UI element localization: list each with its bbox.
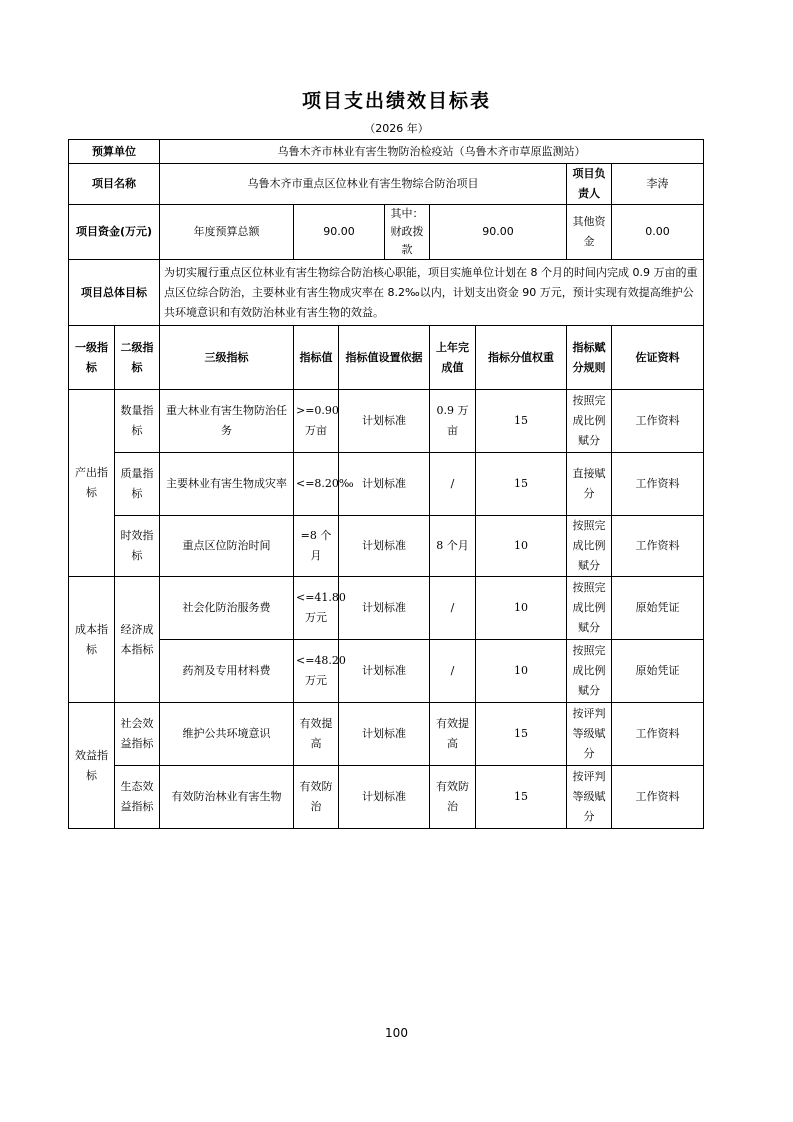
header-level1: 一级指标	[69, 326, 115, 390]
weight-cell: 15	[476, 703, 567, 766]
level2-cell: 时效指标	[115, 516, 160, 577]
level3-cell: 社会化防治服务费	[160, 577, 294, 640]
level3-cell: 重点区位防治时间	[160, 516, 294, 577]
last-year-cell: 0.9 万亩	[430, 390, 476, 453]
funds-fiscal-label: 其中：财政拨款	[385, 205, 430, 260]
evidence-cell: 工作资料	[612, 453, 704, 516]
value-cell: >=0.90万亩	[294, 390, 339, 453]
evidence-cell: 原始凭证	[612, 577, 704, 640]
weight-cell: 15	[476, 766, 567, 829]
last-year-cell: 有效提高	[430, 703, 476, 766]
table-row	[69, 516, 704, 577]
value-cell: <=48.20万元	[294, 640, 339, 703]
rule-cell: 按照完成比例赋分	[567, 516, 612, 577]
level1-cell: 成本指标	[69, 577, 115, 703]
basis-cell: 计划标准	[339, 703, 430, 766]
rule-cell: 直接赋分	[567, 453, 612, 516]
level2-cell: 经济成本指标	[115, 577, 160, 703]
project-name-value: 乌鲁木齐市重点区位林业有害生物综合防治项目	[160, 164, 567, 205]
level3-cell: 维护公共环境意识	[160, 703, 294, 766]
basis-cell: 计划标准	[339, 390, 430, 453]
evidence-cell: 原始凭证	[612, 640, 704, 703]
basis-cell: 计划标准	[339, 766, 430, 829]
last-year-cell: 8 个月	[430, 516, 476, 577]
funds-total-label: 年度预算总额	[160, 205, 294, 260]
rule-cell: 按评判等级赋分	[567, 766, 612, 829]
project-name-label: 项目名称	[69, 164, 160, 205]
table-row	[69, 390, 704, 453]
goal-label: 项目总体目标	[69, 260, 160, 326]
level1-cell: 效益指标	[69, 703, 115, 829]
weight-cell: 15	[476, 453, 567, 516]
page-number: 100	[385, 1026, 408, 1040]
level3-cell: 主要林业有害生物成灾率	[160, 453, 294, 516]
budget-unit-label: 预算单位	[69, 140, 160, 164]
basis-cell: 计划标准	[339, 640, 430, 703]
project-leader-value: 李涛	[612, 164, 704, 205]
level1-cell: 产出指标	[69, 390, 115, 577]
weight-cell: 10	[476, 640, 567, 703]
level2-cell: 生态效益指标	[115, 766, 160, 829]
basis-cell: 计划标准	[339, 516, 430, 577]
rule-cell: 按照完成比例赋分	[567, 577, 612, 640]
weight-cell: 10	[476, 577, 567, 640]
performance-table	[68, 139, 704, 829]
level2-cell: 数量指标	[115, 390, 160, 453]
level2-cell: 社会效益指标	[115, 703, 160, 766]
last-year-cell: /	[430, 453, 476, 516]
basis-cell: 计划标准	[339, 453, 430, 516]
header-evidence: 佐证资料	[612, 326, 704, 390]
evidence-cell: 工作资料	[612, 766, 704, 829]
value-cell: 有效防治	[294, 766, 339, 829]
weight-cell: 15	[476, 390, 567, 453]
table-row	[69, 703, 704, 766]
header-level2: 二级指标	[115, 326, 160, 390]
project-leader-label: 项目负责人	[567, 164, 612, 205]
budget-unit-value: 乌鲁木齐市林业有害生物防治检疫站（乌鲁木齐市草原监测站）	[160, 140, 704, 164]
header-rule: 指标赋分规则	[567, 326, 612, 390]
header-last-year: 上年完成值	[430, 326, 476, 390]
level3-cell: 有效防治林业有害生物	[160, 766, 294, 829]
table-row	[69, 577, 704, 640]
weight-cell: 10	[476, 516, 567, 577]
funds-other-value: 0.00	[612, 205, 704, 260]
evidence-cell: 工作资料	[612, 516, 704, 577]
last-year-cell: 有效防治	[430, 766, 476, 829]
header-basis: 指标值设置依据	[339, 326, 430, 390]
header-level3: 三级指标	[160, 326, 294, 390]
header-weight: 指标分值权重	[476, 326, 567, 390]
table-row	[69, 453, 704, 516]
last-year-cell: /	[430, 577, 476, 640]
table-row	[69, 640, 704, 703]
goal-text: 为切实履行重点区位林业有害生物综合防治核心职能，项目实施单位计划在 8 个月的时间内完成 0.9 万亩的重点区位综合防治，主要林业有害生物成灾率在 8.2‰以内，计划支出资金 90 万元，预计实现有效提高维护公共环境意识和有效防治林业有害生物的效益。	[160, 260, 704, 326]
level3-cell: 重大林业有害生物防治任务	[160, 390, 294, 453]
funds-total-value: 90.00	[294, 205, 385, 260]
level2-cell: 质量指标	[115, 453, 160, 516]
header-value: 指标值	[294, 326, 339, 390]
rule-cell: 按照完成比例赋分	[567, 640, 612, 703]
evidence-cell: 工作资料	[612, 390, 704, 453]
table-row	[69, 766, 704, 829]
rule-cell: 按评判等级赋分	[567, 703, 612, 766]
level3-cell: 药剂及专用材料费	[160, 640, 294, 703]
basis-cell: 计划标准	[339, 577, 430, 640]
funds-other-label: 其他资金	[567, 205, 612, 260]
page-title: 项目支出绩效目标表	[301, 90, 491, 112]
evidence-cell: 工作资料	[612, 703, 704, 766]
rule-cell: 按照完成比例赋分	[567, 390, 612, 453]
value-cell: <=41.80万元	[294, 577, 339, 640]
year-label: （2026 年）	[364, 122, 429, 135]
value-cell: 有效提高	[294, 703, 339, 766]
value-cell: =8 个月	[294, 516, 339, 577]
funds-fiscal-value: 90.00	[430, 205, 567, 260]
funds-label: 项目资金(万元)	[69, 205, 160, 260]
last-year-cell: /	[430, 640, 476, 703]
value-cell: <=8.20‰	[294, 453, 339, 516]
